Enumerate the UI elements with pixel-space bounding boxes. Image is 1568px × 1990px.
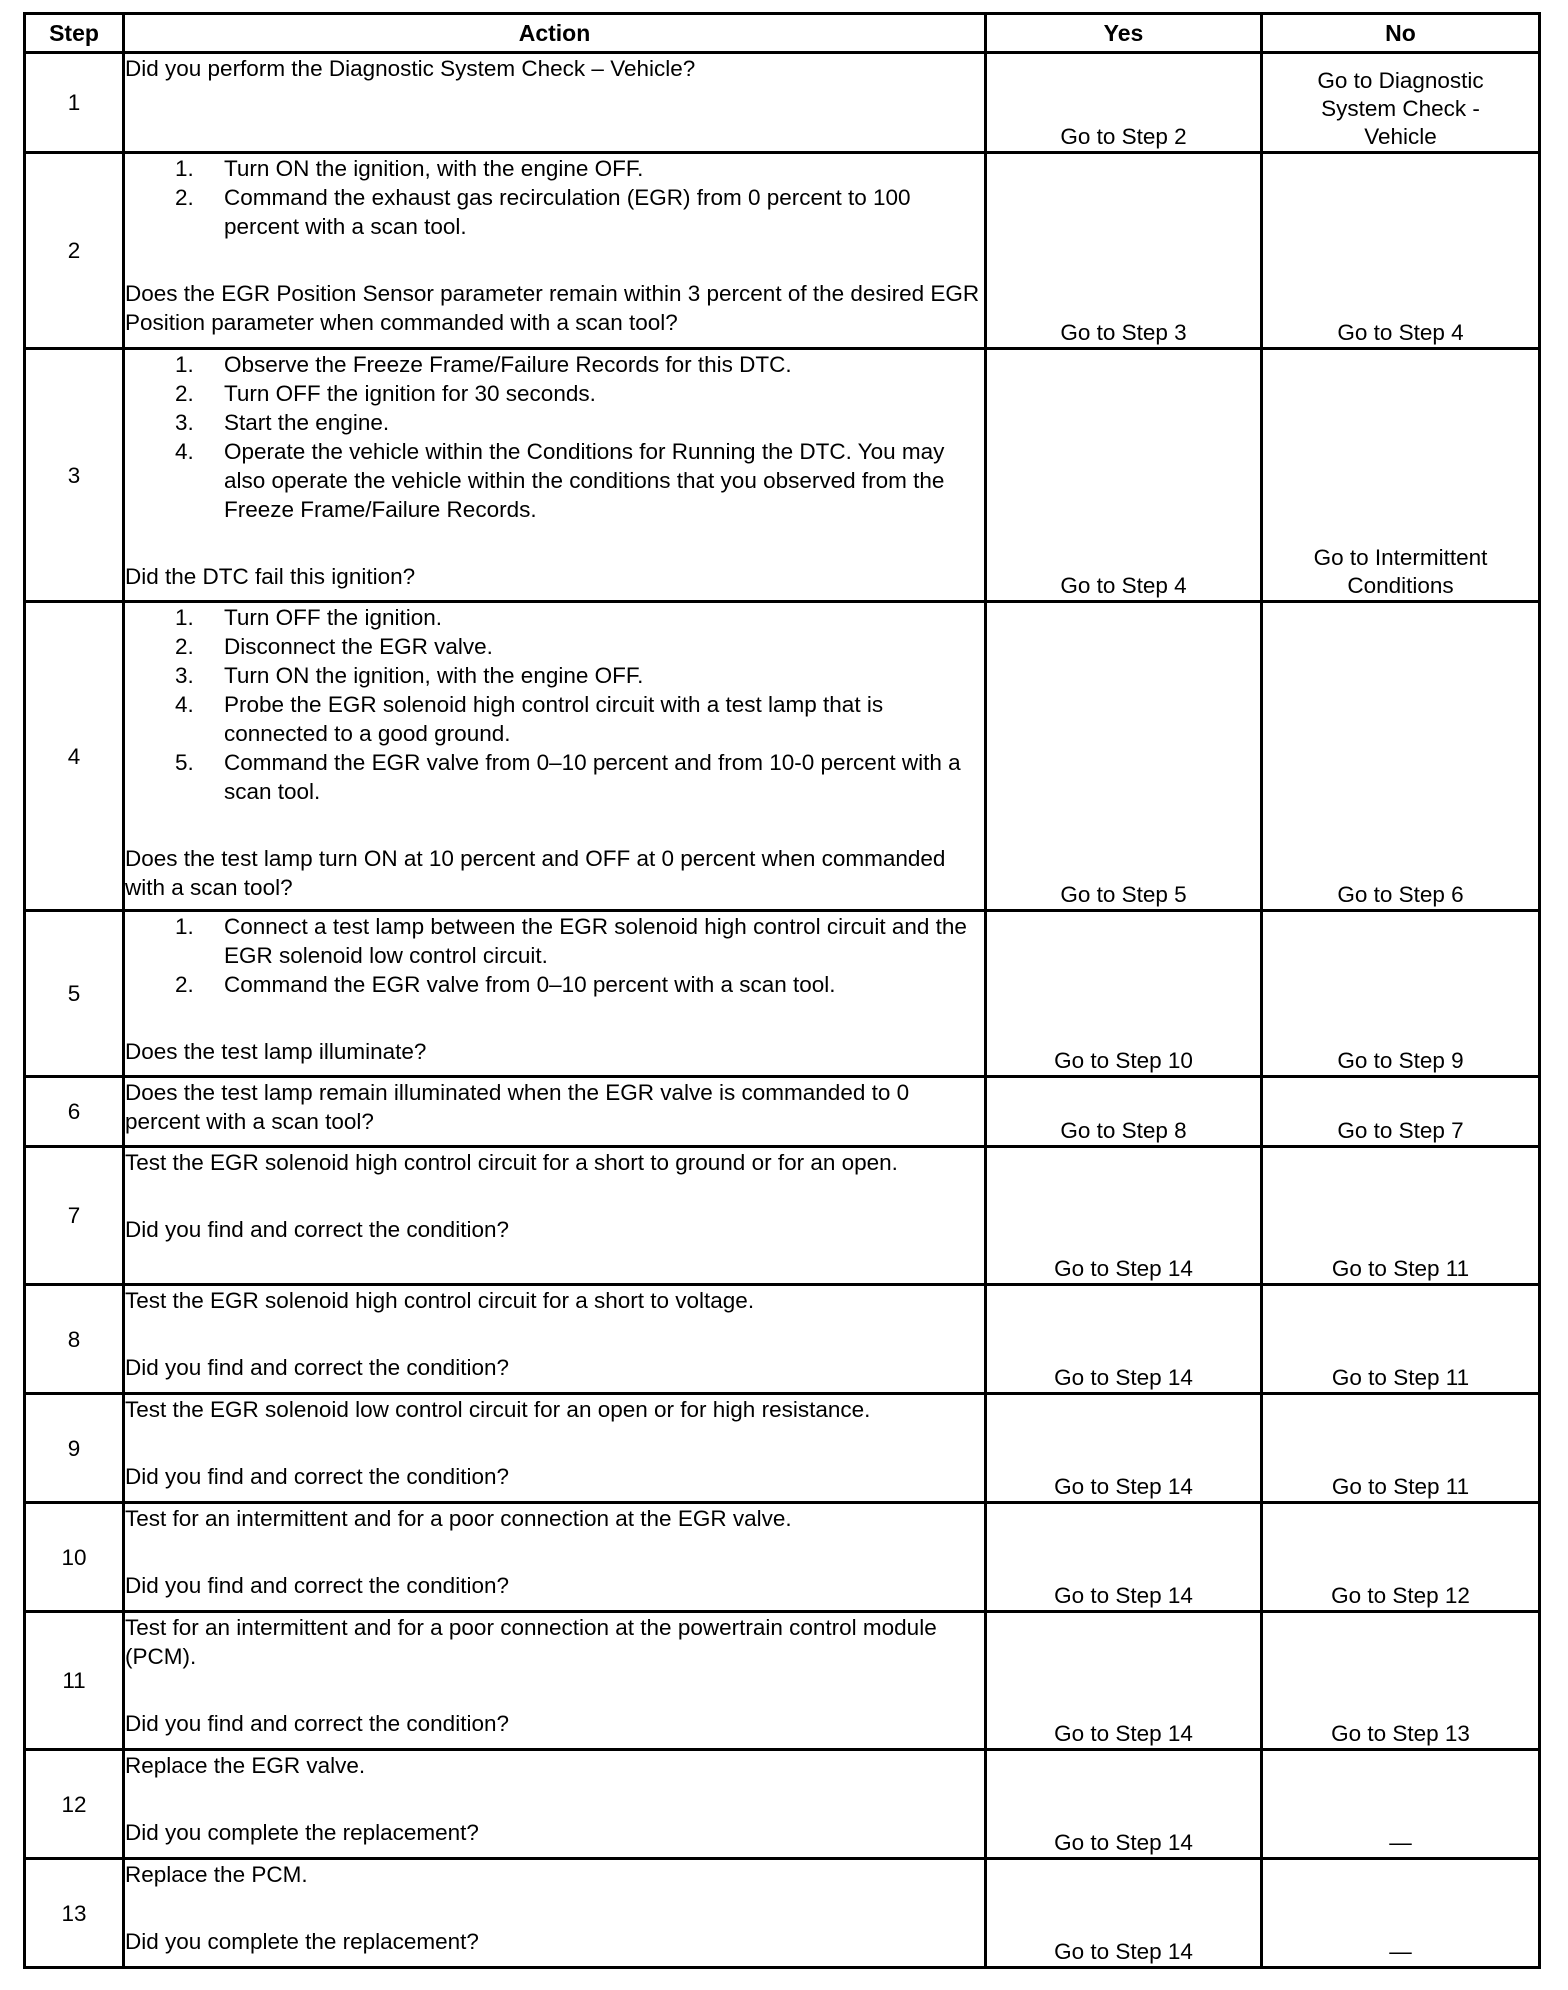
instruction-number: 1. [175, 156, 194, 181]
instruction-number: 2. [175, 634, 194, 659]
action-cell [124, 1503, 986, 1612]
instruction-text: Command the EGR valve from 0–10 percent and from 10-0 percent with a scan tool. [224, 750, 961, 804]
instruction-text: Turn ON the ignition, with the engine OFF. [224, 156, 644, 181]
header-step: Step [25, 14, 124, 53]
instruction-number: 4. [175, 439, 194, 464]
instruction-number: 2. [175, 381, 194, 406]
table-row [25, 1750, 1540, 1859]
table-row [25, 911, 1540, 1077]
step-number: 13 [25, 1859, 124, 1968]
instruction-item [125, 408, 984, 437]
instruction-text: Operate the vehicle within the Conditions for Running the DTC. You may also operate the vehicle within the conditions that you observed from the Freeze Frame/Failure Records. [224, 439, 945, 522]
question-text: Does the test lamp remain illuminated when the EGR valve is commanded to 0 percent with a scan tool? [125, 1080, 910, 1134]
instruction-text: Disconnect the EGR valve. [224, 634, 493, 659]
test-instruction: Test the EGR solenoid high control circuit for a short to voltage. [125, 1288, 755, 1313]
header-yes: Yes [986, 14, 1262, 53]
action-cell [124, 1147, 986, 1285]
question-text: Does the test lamp illuminate? [125, 1039, 427, 1064]
instruction-item [125, 437, 984, 524]
instruction-list [125, 603, 984, 806]
no-cell: Go to Step 12 [1262, 1503, 1540, 1612]
step-number: 9 [25, 1394, 124, 1503]
instruction-number: 2. [175, 972, 194, 997]
no-cell: Go to Step 11 [1262, 1394, 1540, 1503]
header-row [25, 14, 1540, 53]
instruction-text: Probe the EGR solenoid high control circuit with a test lamp that is connected to a good ground. [224, 692, 884, 746]
instruction-list [125, 154, 984, 241]
instruction-item [125, 379, 984, 408]
test-instruction: Replace the EGR valve. [125, 1753, 366, 1778]
instruction-item [125, 912, 984, 970]
test-instruction: Test for an intermittent and for a poor connection at the EGR valve. [125, 1506, 792, 1531]
instruction-list [125, 350, 984, 524]
question-text: Did you find and correct the condition? [125, 1711, 509, 1736]
yes-cell: Go to Step 14 [986, 1147, 1262, 1285]
yes-cell: Go to Step 14 [986, 1503, 1262, 1612]
instruction-item [125, 970, 984, 999]
table-row [25, 1503, 1540, 1612]
table-row [25, 1285, 1540, 1394]
question-text: Did you perform the Diagnostic System Check – Vehicle? [125, 56, 696, 81]
instruction-text: Turn OFF the ignition. [224, 605, 443, 630]
diagnostic-table-container [23, 12, 1538, 1969]
test-instruction: Test the EGR solenoid high control circuit for a short to ground or for an open. [125, 1150, 898, 1175]
instruction-text: Turn OFF the ignition for 30 seconds. [224, 381, 596, 406]
yes-cell: Go to Step 4 [986, 349, 1262, 602]
instruction-text: Start the engine. [224, 410, 390, 435]
yes-cell: Go to Step 14 [986, 1285, 1262, 1394]
no-cell: Go to Step 4 [1262, 153, 1540, 349]
instruction-number: 1. [175, 605, 194, 630]
instruction-text: Command the EGR valve from 0–10 percent with a scan tool. [224, 972, 836, 997]
no-cell: Go to Intermittent Conditions [1262, 349, 1540, 602]
step-number: 8 [25, 1285, 124, 1394]
action-cell [124, 1077, 986, 1147]
yes-cell: Go to Step 14 [986, 1750, 1262, 1859]
instruction-item [125, 632, 984, 661]
action-cell [124, 153, 986, 349]
instruction-number: 5. [175, 750, 194, 775]
header-no: No [1262, 14, 1540, 53]
no-cell: Go to Diagnostic System Check - Vehicle [1262, 53, 1540, 153]
table-row [25, 153, 1540, 349]
question-text: Does the test lamp turn ON at 10 percent and OFF at 0 percent when commanded with a scan tool? [125, 846, 946, 900]
test-instruction: Replace the PCM. [125, 1862, 308, 1887]
instruction-text: Turn ON the ignition, with the engine OFF. [224, 663, 644, 688]
yes-cell: Go to Step 14 [986, 1859, 1262, 1968]
question-text: Did you find and correct the condition? [125, 1464, 509, 1489]
question-text: Did you find and correct the condition? [125, 1217, 509, 1242]
instruction-item [125, 603, 984, 632]
step-number: 6 [25, 1077, 124, 1147]
action-cell [124, 1859, 986, 1968]
table-row [25, 1612, 1540, 1750]
instruction-list [125, 912, 984, 999]
yes-cell: Go to Step 5 [986, 602, 1262, 911]
yes-cell: Go to Step 14 [986, 1612, 1262, 1750]
instruction-number: 2. [175, 185, 194, 210]
instruction-text: Observe the Freeze Frame/Failure Records for this DTC. [224, 352, 792, 377]
question-text: Did you complete the replacement? [125, 1929, 479, 1954]
table-row [25, 1077, 1540, 1147]
no-cell: Go to Step 11 [1262, 1147, 1540, 1285]
step-number: 5 [25, 911, 124, 1077]
instruction-number: 3. [175, 410, 194, 435]
no-cell: — [1262, 1750, 1540, 1859]
no-cell: Go to Step 7 [1262, 1077, 1540, 1147]
yes-cell: Go to Step 3 [986, 153, 1262, 349]
action-cell [124, 53, 986, 153]
question-text: Did you complete the replacement? [125, 1820, 479, 1845]
no-cell: Go to Step 6 [1262, 602, 1540, 911]
table-row [25, 53, 1540, 153]
action-cell [124, 602, 986, 911]
table-row [25, 1859, 1540, 1968]
step-number: 10 [25, 1503, 124, 1612]
test-instruction: Test for an intermittent and for a poor connection at the powertrain control module (PCM). [125, 1615, 937, 1669]
question-text: Does the EGR Position Sensor parameter remain within 3 percent of the desired EGR Position parameter when commanded with a scan tool? [125, 281, 980, 335]
action-cell [124, 1285, 986, 1394]
action-cell [124, 349, 986, 602]
diagnostic-table [23, 12, 1541, 1969]
no-cell: — [1262, 1859, 1540, 1968]
instruction-number: 4. [175, 692, 194, 717]
instruction-item [125, 661, 984, 690]
instruction-item [125, 183, 984, 241]
no-cell: Go to Step 9 [1262, 911, 1540, 1077]
table-row [25, 349, 1540, 602]
no-cell: Go to Step 11 [1262, 1285, 1540, 1394]
no-cell: Go to Step 13 [1262, 1612, 1540, 1750]
question-text: Did you find and correct the condition? [125, 1355, 509, 1380]
instruction-number: 1. [175, 352, 194, 377]
action-cell [124, 911, 986, 1077]
instruction-text: Connect a test lamp between the EGR solenoid high control circuit and the EGR solenoid low control circuit. [224, 914, 967, 968]
step-number: 1 [25, 53, 124, 153]
table-row [25, 602, 1540, 911]
instruction-number: 1. [175, 914, 194, 939]
action-cell [124, 1750, 986, 1859]
yes-cell: Go to Step 8 [986, 1077, 1262, 1147]
table-row [25, 1147, 1540, 1285]
step-number: 7 [25, 1147, 124, 1285]
instruction-item [125, 690, 984, 748]
step-number: 12 [25, 1750, 124, 1859]
question-text: Did the DTC fail this ignition? [125, 564, 416, 589]
step-number: 11 [25, 1612, 124, 1750]
instruction-item [125, 350, 984, 379]
step-number: 4 [25, 602, 124, 911]
action-cell [124, 1394, 986, 1503]
table-row [25, 1394, 1540, 1503]
instruction-item [125, 154, 984, 183]
instruction-number: 3. [175, 663, 194, 688]
step-number: 3 [25, 349, 124, 602]
step-number: 2 [25, 153, 124, 349]
yes-cell: Go to Step 2 [986, 53, 1262, 153]
yes-cell: Go to Step 14 [986, 1394, 1262, 1503]
question-text: Did you find and correct the condition? [125, 1573, 509, 1598]
yes-cell: Go to Step 10 [986, 911, 1262, 1077]
test-instruction: Test the EGR solenoid low control circuit for an open or for high resistance. [125, 1397, 871, 1422]
instruction-text: Command the exhaust gas recirculation (EGR) from 0 percent to 100 percent with a scan tool. [224, 185, 911, 239]
header-action: Action [124, 14, 986, 53]
action-cell [124, 1612, 986, 1750]
instruction-item [125, 748, 984, 806]
